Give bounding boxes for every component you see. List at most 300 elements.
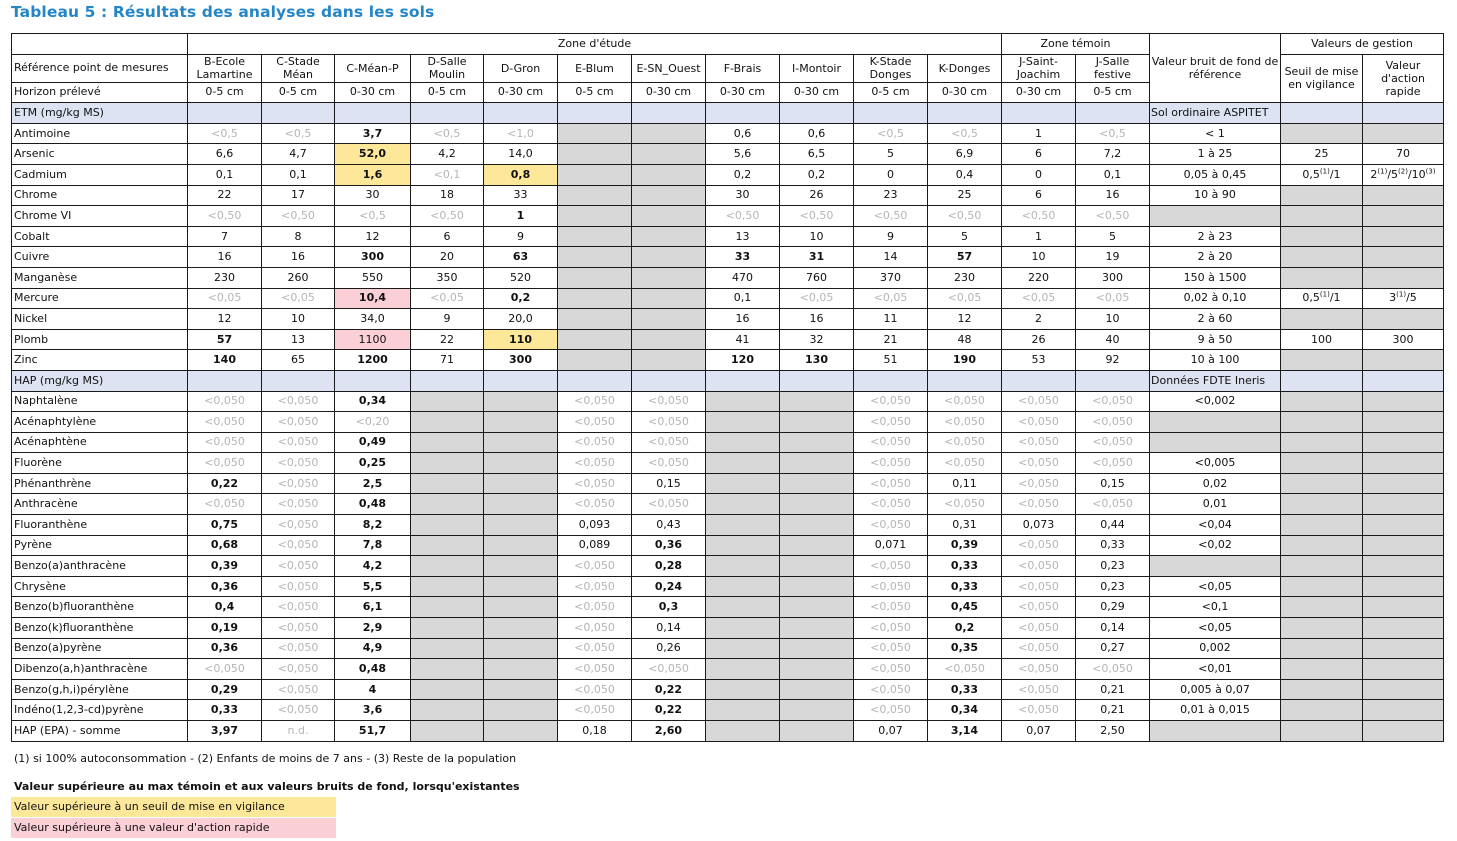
section-filler bbox=[188, 370, 262, 391]
value-cell: 21 bbox=[854, 329, 928, 350]
section-label: ETM (mg/kg MS) bbox=[12, 103, 188, 124]
action-value bbox=[1363, 659, 1444, 680]
value-cell: 9 bbox=[854, 226, 928, 247]
empty-cell bbox=[632, 309, 706, 330]
value-cell: <0,050 bbox=[1002, 659, 1076, 680]
zone-etude-header: Zone d'étude bbox=[188, 34, 1002, 55]
value-cell: <0,050 bbox=[632, 659, 706, 680]
horizon-cell: 0-30 cm bbox=[632, 82, 706, 103]
section-filler bbox=[632, 103, 706, 124]
table-row bbox=[12, 453, 1444, 474]
value-cell: 0,07 bbox=[854, 721, 928, 742]
value-cell: 3,14 bbox=[928, 721, 1002, 742]
empty-cell bbox=[706, 515, 780, 536]
value-cell: <0,050 bbox=[632, 453, 706, 474]
value-cell: 20 bbox=[411, 247, 484, 268]
empty-cell bbox=[780, 618, 854, 639]
value-cell: <0,050 bbox=[558, 432, 632, 453]
empty-cell bbox=[706, 432, 780, 453]
parameter-name: Benzo(k)fluoranthène bbox=[12, 618, 188, 639]
parameter-name: Chrome bbox=[12, 185, 188, 206]
table-row bbox=[12, 721, 1444, 742]
empty-cell bbox=[484, 556, 558, 577]
value-cell: <0,050 bbox=[262, 659, 335, 680]
value-cell: 230 bbox=[928, 267, 1002, 288]
value-cell: <0,5 bbox=[335, 206, 411, 227]
value-cell: <0,050 bbox=[928, 432, 1002, 453]
value-cell: 0,43 bbox=[632, 515, 706, 536]
value-cell: 760 bbox=[780, 267, 854, 288]
seuil-value: 25 bbox=[1281, 144, 1363, 165]
value-cell: <0,050 bbox=[262, 638, 335, 659]
value-cell: 0,071 bbox=[854, 535, 928, 556]
value-cell: <0,050 bbox=[1002, 535, 1076, 556]
value-cell: <0,050 bbox=[632, 412, 706, 433]
value-cell: 0,44 bbox=[1076, 515, 1150, 536]
value-cell: 12 bbox=[188, 309, 262, 330]
value-cell: 6,6 bbox=[188, 144, 262, 165]
footnote-marker: (1) bbox=[1319, 167, 1330, 176]
value-cell: <0,5 bbox=[854, 123, 928, 144]
value-cell: 25 bbox=[928, 185, 1002, 206]
action-value: 2$^{(1)}$/5$^{(2)}$/10$^{(3)}$ bbox=[1363, 164, 1444, 185]
legend-pink: Valeur supérieure à une valeur d'action rapide bbox=[11, 818, 336, 838]
empty-cell bbox=[780, 638, 854, 659]
empty-cell bbox=[780, 412, 854, 433]
value-cell: 51 bbox=[854, 350, 928, 371]
value-cell: 0,28 bbox=[632, 556, 706, 577]
value-cell: <0,50 bbox=[188, 206, 262, 227]
value-cell: 5,6 bbox=[706, 144, 780, 165]
value-cell: 11 bbox=[854, 309, 928, 330]
value-cell: <0,050 bbox=[928, 453, 1002, 474]
horizon-cell: 0-5 cm bbox=[1076, 82, 1150, 103]
section-filler bbox=[411, 103, 484, 124]
empty-cell bbox=[780, 679, 854, 700]
value-cell: 3,97 bbox=[188, 721, 262, 742]
value-cell: <0,050 bbox=[262, 576, 335, 597]
value-cell: 10 bbox=[780, 226, 854, 247]
section-filler bbox=[411, 370, 484, 391]
value-cell: <0,50 bbox=[411, 206, 484, 227]
parameter-name: Pyrène bbox=[12, 535, 188, 556]
action-value bbox=[1363, 556, 1444, 577]
value-cell: 0,2 bbox=[484, 288, 558, 309]
empty-cell bbox=[558, 267, 632, 288]
action-value: 3$^{(1)}$/5 bbox=[1363, 288, 1444, 309]
value-cell: <0,050 bbox=[854, 638, 928, 659]
parameter-name: Manganèse bbox=[12, 267, 188, 288]
horizon-cell: 0-30 cm bbox=[335, 82, 411, 103]
value-cell: <0,050 bbox=[854, 659, 928, 680]
value-cell: 14,0 bbox=[484, 144, 558, 165]
seuil-value bbox=[1281, 721, 1363, 742]
table-row bbox=[12, 494, 1444, 515]
empty-cell bbox=[706, 556, 780, 577]
value-cell: 0,4 bbox=[188, 597, 262, 618]
site-header: D-Salle Moulin bbox=[411, 54, 484, 82]
value-cell: 5 bbox=[1076, 226, 1150, 247]
empty-cell bbox=[632, 288, 706, 309]
value-cell: 22 bbox=[411, 329, 484, 350]
site-header: J-Salle festive bbox=[1076, 54, 1150, 82]
table-row bbox=[12, 638, 1444, 659]
action-value bbox=[1363, 473, 1444, 494]
value-cell: 5,5 bbox=[335, 576, 411, 597]
value-cell: 0,8 bbox=[484, 164, 558, 185]
table-row bbox=[12, 659, 1444, 680]
value-cell: 10 bbox=[262, 309, 335, 330]
site-header: D-Gron bbox=[484, 54, 558, 82]
value-cell: 260 bbox=[262, 267, 335, 288]
value-cell: 0,36 bbox=[632, 535, 706, 556]
value-cell: 0,68 bbox=[188, 535, 262, 556]
section-filler bbox=[484, 370, 558, 391]
empty-cell bbox=[706, 473, 780, 494]
parameter-name: Cuivre bbox=[12, 247, 188, 268]
value-cell: <0,050 bbox=[262, 597, 335, 618]
seuil-value bbox=[1281, 679, 1363, 700]
value-cell: 0,1 bbox=[1076, 164, 1150, 185]
value-cell: 51,7 bbox=[335, 721, 411, 742]
value-cell: 1,6 bbox=[335, 164, 411, 185]
value-cell: <0,20 bbox=[335, 412, 411, 433]
horizon-cell: 0-5 cm bbox=[854, 82, 928, 103]
value-cell: <0,5 bbox=[411, 123, 484, 144]
value-cell: 1 bbox=[1002, 123, 1076, 144]
value-cell: 470 bbox=[706, 267, 780, 288]
value-cell: 2,5 bbox=[335, 473, 411, 494]
seuil-value bbox=[1281, 494, 1363, 515]
value-cell: <0,050 bbox=[558, 556, 632, 577]
value-cell: <0,050 bbox=[262, 494, 335, 515]
value-cell: 0,31 bbox=[928, 515, 1002, 536]
value-cell: <0,050 bbox=[854, 597, 928, 618]
table-row bbox=[12, 164, 1444, 185]
value-cell: 6,1 bbox=[335, 597, 411, 618]
parameter-name: Plomb bbox=[12, 329, 188, 350]
seuil-value bbox=[1281, 226, 1363, 247]
site-header: C-Stade Méan bbox=[262, 54, 335, 82]
value-cell: 2,50 bbox=[1076, 721, 1150, 742]
valeurs-gestion-header: Valeurs de gestion bbox=[1281, 34, 1444, 55]
table-row bbox=[12, 700, 1444, 721]
value-cell: n.d. bbox=[262, 721, 335, 742]
value-cell: <0,050 bbox=[188, 391, 262, 412]
site-header: B-Ecole Lamartine bbox=[188, 54, 262, 82]
value-cell: <0,050 bbox=[1002, 432, 1076, 453]
empty-cell bbox=[558, 247, 632, 268]
horizon-cell: 0-5 cm bbox=[188, 82, 262, 103]
value-cell: 0,25 bbox=[335, 453, 411, 474]
action-value bbox=[1363, 535, 1444, 556]
horizon-cell: 0-30 cm bbox=[706, 82, 780, 103]
empty-cell bbox=[558, 144, 632, 165]
value-cell: <0,05 bbox=[854, 288, 928, 309]
legend-yellow: Valeur supérieure à un seuil de mise en vigilance bbox=[11, 797, 336, 817]
value-cell: <0,50 bbox=[928, 206, 1002, 227]
value-cell: 16 bbox=[706, 309, 780, 330]
reference-value: 2 à 60 bbox=[1150, 309, 1281, 330]
parameter-name: Anthracène bbox=[12, 494, 188, 515]
value-cell: 230 bbox=[188, 267, 262, 288]
seuil-value: 0,5$^{(1)}$/1 bbox=[1281, 164, 1363, 185]
empty-cell bbox=[484, 391, 558, 412]
seuil-value bbox=[1281, 185, 1363, 206]
table-row bbox=[12, 412, 1444, 433]
reference-value: 0,02 à 0,10 bbox=[1150, 288, 1281, 309]
results-table bbox=[11, 33, 1444, 742]
empty-cell bbox=[484, 576, 558, 597]
empty-cell bbox=[484, 494, 558, 515]
value-cell: <0,050 bbox=[188, 432, 262, 453]
value-cell: 14 bbox=[854, 247, 928, 268]
footnote-marker: (1) bbox=[1319, 290, 1330, 299]
reference-value bbox=[1150, 412, 1281, 433]
reference-value: <0,1 bbox=[1150, 597, 1281, 618]
section-filler bbox=[262, 370, 335, 391]
value-cell: <0,050 bbox=[262, 515, 335, 536]
value-cell: 9 bbox=[411, 309, 484, 330]
value-cell: <0,050 bbox=[262, 453, 335, 474]
value-cell: 0,073 bbox=[1002, 515, 1076, 536]
value-cell: 4,2 bbox=[411, 144, 484, 165]
action-value bbox=[1363, 206, 1444, 227]
table-row bbox=[12, 350, 1444, 371]
value-cell: <0,050 bbox=[1002, 700, 1076, 721]
value-cell: <0,050 bbox=[1002, 638, 1076, 659]
value-cell: 300 bbox=[1076, 267, 1150, 288]
value-cell: <0,050 bbox=[1002, 391, 1076, 412]
empty-cell bbox=[558, 164, 632, 185]
parameter-name: Nickel bbox=[12, 309, 188, 330]
table-row bbox=[12, 288, 1444, 309]
reference-value: 0,02 bbox=[1150, 473, 1281, 494]
seuil-value bbox=[1281, 473, 1363, 494]
value-cell: 0,093 bbox=[558, 515, 632, 536]
value-cell: <0,050 bbox=[188, 659, 262, 680]
value-cell: <0,050 bbox=[1002, 473, 1076, 494]
value-cell: 0,33 bbox=[928, 556, 1002, 577]
section-filler bbox=[1281, 103, 1363, 124]
value-cell: <0,050 bbox=[1002, 597, 1076, 618]
value-cell: <0,050 bbox=[928, 391, 1002, 412]
empty-cell bbox=[706, 535, 780, 556]
empty-cell bbox=[632, 247, 706, 268]
value-cell: <0,050 bbox=[558, 494, 632, 515]
table-row bbox=[12, 535, 1444, 556]
value-cell: 0,1 bbox=[262, 164, 335, 185]
seuil-value bbox=[1281, 267, 1363, 288]
value-cell: <0,5 bbox=[188, 123, 262, 144]
value-cell: 30 bbox=[335, 185, 411, 206]
empty-cell bbox=[706, 391, 780, 412]
value-cell: <0,50 bbox=[262, 206, 335, 227]
value-cell: <0,050 bbox=[188, 453, 262, 474]
value-cell: 0,2 bbox=[928, 618, 1002, 639]
horizon-cell: 0-30 cm bbox=[780, 82, 854, 103]
seuil-value bbox=[1281, 206, 1363, 227]
parameter-name: Arsenic bbox=[12, 144, 188, 165]
value-cell: 0,23 bbox=[1076, 556, 1150, 577]
horizon-cell: 0-30 cm bbox=[484, 82, 558, 103]
reference-value: 2 à 23 bbox=[1150, 226, 1281, 247]
action-value bbox=[1363, 185, 1444, 206]
action-value bbox=[1363, 515, 1444, 536]
value-cell: 3,6 bbox=[335, 700, 411, 721]
value-cell: 1200 bbox=[335, 350, 411, 371]
value-cell: <0,5 bbox=[1076, 123, 1150, 144]
empty-cell bbox=[558, 185, 632, 206]
value-cell: <0,1 bbox=[411, 164, 484, 185]
value-cell: <0,050 bbox=[632, 432, 706, 453]
section-filler bbox=[1363, 103, 1444, 124]
empty-cell bbox=[411, 494, 484, 515]
value-cell: 0,29 bbox=[1076, 597, 1150, 618]
empty-cell bbox=[411, 597, 484, 618]
value-cell: <0,050 bbox=[1002, 618, 1076, 639]
site-header: E-Blum bbox=[558, 54, 632, 82]
empty-cell bbox=[411, 453, 484, 474]
reference-value bbox=[1150, 432, 1281, 453]
action-value bbox=[1363, 618, 1444, 639]
value-cell: <0,050 bbox=[854, 576, 928, 597]
value-cell: 0,22 bbox=[632, 700, 706, 721]
value-cell: 350 bbox=[411, 267, 484, 288]
value-cell: 16 bbox=[780, 309, 854, 330]
horizon-cell: 0-30 cm bbox=[1002, 82, 1076, 103]
reference-value bbox=[1150, 721, 1281, 742]
seuil-value bbox=[1281, 391, 1363, 412]
empty-cell bbox=[411, 721, 484, 742]
value-cell: <0,050 bbox=[854, 618, 928, 639]
section-filler bbox=[1363, 370, 1444, 391]
parameter-name: Fluoranthène bbox=[12, 515, 188, 536]
empty-cell bbox=[706, 638, 780, 659]
value-cell: 1100 bbox=[335, 329, 411, 350]
empty-cell bbox=[484, 659, 558, 680]
value-cell: 13 bbox=[706, 226, 780, 247]
section-filler bbox=[1002, 370, 1076, 391]
value-cell: <0,050 bbox=[1002, 494, 1076, 515]
value-cell: <0,050 bbox=[632, 494, 706, 515]
value-cell: 33 bbox=[484, 185, 558, 206]
section-filler bbox=[335, 370, 411, 391]
footnote-marker: (3) bbox=[1425, 167, 1436, 176]
action-value bbox=[1363, 391, 1444, 412]
value-cell: 17 bbox=[262, 185, 335, 206]
value-cell: 300 bbox=[335, 247, 411, 268]
value-cell: <0,050 bbox=[854, 556, 928, 577]
zone-temoin-header: Zone témoin bbox=[1002, 34, 1150, 55]
parameter-name: Naphtalène bbox=[12, 391, 188, 412]
value-cell: <0,050 bbox=[558, 700, 632, 721]
value-cell: 550 bbox=[335, 267, 411, 288]
reference-value: 0,01 à 0,015 bbox=[1150, 700, 1281, 721]
parameter-name: Phénanthrène bbox=[12, 473, 188, 494]
parameter-name: Chrysène bbox=[12, 576, 188, 597]
value-cell: <0,05 bbox=[1076, 288, 1150, 309]
value-cell: <1,0 bbox=[484, 123, 558, 144]
reference-value: 1 à 25 bbox=[1150, 144, 1281, 165]
table-row bbox=[12, 206, 1444, 227]
seuil-value bbox=[1281, 247, 1363, 268]
value-cell: 3,7 bbox=[335, 123, 411, 144]
section-filler bbox=[780, 103, 854, 124]
reference-label: Référence point de mesures bbox=[12, 54, 188, 82]
action-value: 300 bbox=[1363, 329, 1444, 350]
table-row bbox=[12, 473, 1444, 494]
value-cell: 0,48 bbox=[335, 659, 411, 680]
empty-cell bbox=[484, 700, 558, 721]
seuil-value: 0,5$^{(1)}$/1 bbox=[1281, 288, 1363, 309]
value-cell: 16 bbox=[262, 247, 335, 268]
empty-cell bbox=[706, 597, 780, 618]
value-cell: 4,9 bbox=[335, 638, 411, 659]
value-cell: 30 bbox=[706, 185, 780, 206]
action-value bbox=[1363, 267, 1444, 288]
action-value bbox=[1363, 679, 1444, 700]
value-cell: 130 bbox=[780, 350, 854, 371]
value-cell: 0,36 bbox=[188, 576, 262, 597]
value-cell: 0,34 bbox=[928, 700, 1002, 721]
value-cell: 92 bbox=[1076, 350, 1150, 371]
value-cell: 9 bbox=[484, 226, 558, 247]
table-row bbox=[12, 515, 1444, 536]
section-row bbox=[12, 103, 1444, 124]
value-cell: 6 bbox=[1002, 185, 1076, 206]
value-cell: 65 bbox=[262, 350, 335, 371]
value-cell: <0,050 bbox=[558, 659, 632, 680]
value-cell: 4 bbox=[335, 679, 411, 700]
reference-value bbox=[1150, 556, 1281, 577]
reference-value: 0,05 à 0,45 bbox=[1150, 164, 1281, 185]
empty-cell bbox=[558, 350, 632, 371]
value-cell: 0,27 bbox=[1076, 638, 1150, 659]
table-row bbox=[12, 618, 1444, 639]
value-cell: 19 bbox=[1076, 247, 1150, 268]
value-cell: 16 bbox=[1076, 185, 1150, 206]
reference-value: <0,05 bbox=[1150, 576, 1281, 597]
value-cell: 0,26 bbox=[632, 638, 706, 659]
empty-cell bbox=[632, 144, 706, 165]
empty-cell bbox=[632, 185, 706, 206]
seuil-value bbox=[1281, 350, 1363, 371]
value-cell: 57 bbox=[188, 329, 262, 350]
empty-cell bbox=[780, 556, 854, 577]
value-cell: <0,050 bbox=[854, 679, 928, 700]
reference-value: < 1 bbox=[1150, 123, 1281, 144]
empty-cell bbox=[558, 329, 632, 350]
value-cell: 0,18 bbox=[558, 721, 632, 742]
section-filler bbox=[484, 103, 558, 124]
page-title: Tableau 5 : Résultats des analyses dans les sols bbox=[11, 3, 435, 21]
value-cell: 0,48 bbox=[335, 494, 411, 515]
value-cell: <0,050 bbox=[854, 494, 928, 515]
value-cell: 26 bbox=[1002, 329, 1076, 350]
value-cell: 0,3 bbox=[632, 597, 706, 618]
value-cell: <0,050 bbox=[558, 453, 632, 474]
seuil-value: 100 bbox=[1281, 329, 1363, 350]
empty-cell bbox=[706, 659, 780, 680]
section-filler bbox=[928, 103, 1002, 124]
empty-cell bbox=[706, 679, 780, 700]
value-cell: 52,0 bbox=[335, 144, 411, 165]
value-cell: <0,050 bbox=[558, 618, 632, 639]
value-cell: 140 bbox=[188, 350, 262, 371]
empty-cell bbox=[780, 391, 854, 412]
value-cell: 6 bbox=[411, 226, 484, 247]
